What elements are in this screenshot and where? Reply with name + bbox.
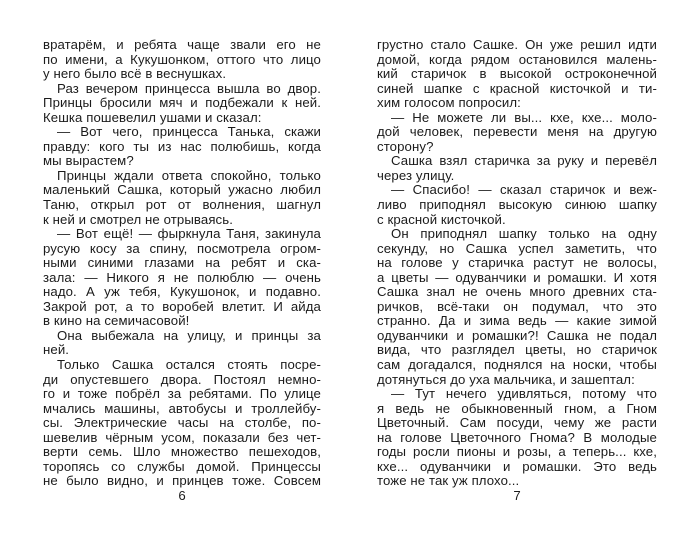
text-line: Принцы ждали ответа спокойно, только xyxy=(57,167,321,183)
text-line: я ведь не обыкновенный гном, а Гном xyxy=(377,400,657,416)
text-line: верти семь. Шло множество пешеходов, xyxy=(43,444,321,460)
text-line: дой человек, перевести меня на другую xyxy=(377,124,657,140)
text-line: Сашка взял старичка за руку и перевёл xyxy=(391,153,657,169)
text-line: — Тут нечего удивляться, потому что xyxy=(391,386,657,402)
text-line: вратарём, и ребята чаще звали его не xyxy=(43,37,321,52)
text-line: сторону? xyxy=(377,138,434,154)
text-line: русую косу за спину, посмотрела огром- xyxy=(43,240,321,256)
text-line: маленький Сашка, который ужасно любил xyxy=(43,182,321,198)
text-line: тоже не так уж плохо... xyxy=(377,473,520,489)
text-line: к ней и смотрел не отрываясь. xyxy=(43,211,233,227)
text-line: сы. Электрические часы на столбе, по- xyxy=(43,415,321,431)
text-line: — Вот ещё! — фыркнула Таня, закинула xyxy=(57,226,321,242)
text-line: мчались машины, автобусы и троллейбу- xyxy=(43,400,321,416)
page-left-text xyxy=(43,38,321,489)
text-line: ными синими глазами на ребят и ска- xyxy=(43,255,321,271)
text-line: одуванчики и ромашки?! Сашка не подал xyxy=(377,327,657,343)
text-line: Принцы бросили мяч и подбежали к ней. xyxy=(43,95,321,111)
text-line: сам догадался, поднялся на носки, чтобы xyxy=(377,357,657,373)
text-line: ричков, всё-таки он подумал, что это xyxy=(377,298,657,314)
text-line: странно. Да и зима ведь — какие зимой xyxy=(377,313,657,329)
text-line: годы росли пионы и розы, а теперь... кхе, xyxy=(377,444,657,460)
text-line: на голове Цветочного Гнома? В молодые xyxy=(377,429,657,445)
text-line: кхе... одуванчики и ромашки. Это ведь xyxy=(377,458,657,474)
text-line: у него было всё в веснушках. xyxy=(43,66,227,82)
text-line: мы вырастем? xyxy=(43,153,134,169)
text-line: Закрой рот, а то воробей влетит. И айда xyxy=(43,298,321,314)
text-line: — Не можете ли вы... кхе, кхе... моло- xyxy=(391,109,657,125)
text-line: ди опустевшего двора. Постоял немно- xyxy=(43,371,321,387)
text-line: ливо приподнял высокую синюю шапку xyxy=(377,197,657,213)
text-line: — Спасибо! — сказал старичок и веж- xyxy=(391,182,657,198)
text-line: кий старичок в высокой остроконечной xyxy=(377,66,657,82)
text-line: — Вот чего, принцесса Танька, скажи xyxy=(57,124,321,140)
text-line: зала: — Никого я не полюблю — очень xyxy=(43,269,321,285)
text-line: синей шапке с красной кисточкой и ти- xyxy=(377,80,657,96)
text-line: ней. xyxy=(43,342,70,358)
text-line: Он приподнял шапку только на одну xyxy=(391,226,657,242)
text-line: секунду, но Сашка успел заметить, что xyxy=(377,240,657,256)
text-line: Раз вечером принцесса вышла во двор. xyxy=(57,80,321,96)
text-line: Кешка пошевелил ушами и сказал: xyxy=(43,109,262,125)
text-line: домой, когда рядом остановился малень- xyxy=(377,51,657,67)
text-line: дотянуться до уха мальчика, и зашептал: xyxy=(377,371,635,387)
text-line: вида, что разглядел цветы, но старичок xyxy=(377,342,657,358)
text-line: надо. А уж тебя, Кукушонок, и подавно. xyxy=(43,284,321,300)
text-line: грустно стало Сашке. Он уже решил идти xyxy=(377,37,657,52)
page-right-text xyxy=(377,38,657,489)
text-line: в кино на семичасовой! xyxy=(43,313,190,329)
text-line: хим голосом попросил: xyxy=(377,95,521,111)
text-line: Сашка знал не очень много древних ста- xyxy=(377,284,657,300)
text-line: по имени, а Кукушонком, оттого что лицо xyxy=(43,51,321,67)
text-line: Цветочный. Сам посуди, чему же расти xyxy=(377,415,657,431)
page-right xyxy=(337,0,674,539)
page-number-right: 7 xyxy=(513,488,521,503)
text-line: правду: кого ты из нас полюбишь, когда xyxy=(43,138,321,154)
text-line: на голове у старичка растут не волосы, xyxy=(377,255,657,271)
text-line: торопясь со службы домой. Принцессы xyxy=(43,458,321,474)
text-line: а цветы — одуванчики и ромашки. И хотя xyxy=(377,269,657,285)
text-line: Таню, открыл рот от волнения, шагнул xyxy=(43,197,321,213)
text-line: через улицу. xyxy=(377,167,455,183)
text-line: не было видно, и принцев тоже. Совсем xyxy=(43,473,321,489)
text-line: Она выбежала на улицу, и принцы за xyxy=(57,327,321,343)
text-line: Только Сашка остался стоять посре- xyxy=(57,357,321,373)
text-line: го и тоже побрёл за ребятами. По улице xyxy=(43,386,321,402)
text-line: шевелив чёрным усом, показали без чет- xyxy=(43,429,321,445)
text-line: с красной кисточкой. xyxy=(377,211,506,227)
page-number-left: 6 xyxy=(178,488,186,503)
